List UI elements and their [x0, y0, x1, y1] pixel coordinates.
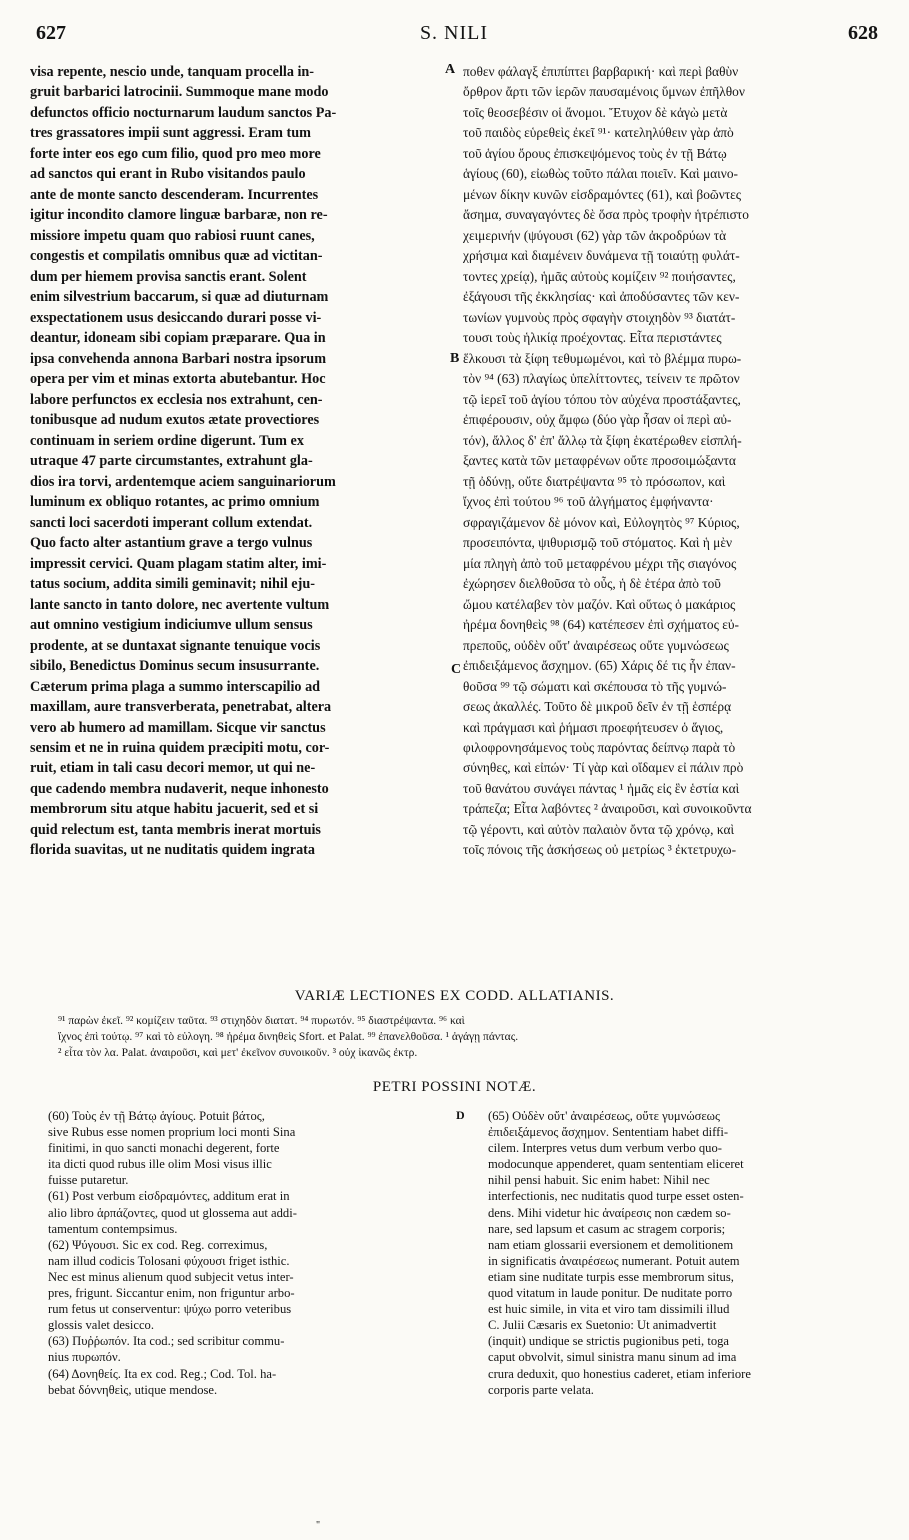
greek-line: τῷ ἱερεῖ τοῦ ἁγίου τόπου τὸν αὐχένα προστάξαντες, [463, 391, 741, 407]
latin-line: enim silvestrium baccarum, si quæ ad diuturnam [30, 289, 329, 306]
greek-line: ξαντες κατὰ τῶν μεταφρένων οὔτε προσοιμώξαντα [463, 453, 736, 469]
note-line: (63) Πυῤῥωπόν. Ita cod.; sed scribitur commu- [48, 1334, 285, 1349]
greek-line: τωνίων γυμνοὺς πρὸς σφαγὴν στοιχηδὸν ⁹³ διατάτ- [463, 309, 736, 325]
latin-line: maxillam, aure transverberata, penetrabat, altera [30, 699, 332, 716]
latin-line: igitur incondito clamore linguæ barbaræ, non re- [30, 207, 328, 224]
latin-line: ipsa convehenda annona Barbari nostra ipsorum [30, 350, 327, 367]
latin-line: lante sancto in tanto dolore, nec avertente vultum [30, 596, 330, 613]
latin-line: sancti loci sacerdoti imperant collum extendat. [30, 514, 313, 531]
margin-marker-d: D [456, 1108, 465, 1122]
note-line: Nec est minus alienum quod subjecit vetus inter- [48, 1269, 294, 1284]
greek-line: θοῦσα ⁹⁹ τῷ σώματι καὶ σκέπουσα τὸ τῆς γυμνώ- [463, 678, 727, 694]
latin-line: florida suavitas, ut ne nuditatis quidem ingrata [30, 842, 315, 859]
variant-reading-line: ⁹¹ παρὼν ἐκεῖ. ⁹² κομίζειν ταῦτα. ⁹³ στιχηδὸν διατατ. ⁹⁴ πυρωτόν. ⁹⁵ διαστρέψαντα. ⁹⁶ καὶ [58, 1015, 465, 1027]
greek-line: ἁγίους (60), εἰωθὼς τοῦτο πάλαι ποιεῖν. Καὶ μαινο- [463, 166, 738, 182]
latin-line: deantur, idoneam sibi copiam præparare. Qua in [30, 330, 326, 347]
greek-line: σφραγιζάμενον δὲ μόνον καὶ, Εὐλογητὸς ⁹⁷ Κύριος, [463, 514, 740, 530]
greek-line: ὄρθρον ἄρτι τῶν ἱερῶν παυσαμένοις ὕμνων ἐπῆλθον [463, 84, 745, 100]
latin-line: impressit cervici. Quam plagam statim alter, imi- [30, 555, 327, 572]
greek-line: ποθεν φάλαγξ ἐπιπίπτει βαρβαρική· καὶ περὶ βαθὺν [463, 64, 739, 79]
greek-line: ἐπιδειξάμενος ἄσχημον. (65) Χάρις δέ τις ἦν ἐπαν- [463, 658, 736, 674]
greek-line: τόν), ἄλλος δ' ἐπ' ἄλλῳ τὰ ξίφη ἑκατέρωθεν εἰσπλή- [463, 432, 742, 448]
notes-left-column [48, 1108, 458, 1398]
note-line: finitimi, in quo sancti monachi degerent, forte [48, 1141, 280, 1156]
greek-line: ἐχώρησεν διελθοῦσα τὸ οὖς, ἡ δὲ ἑτέρα ἀπὸ τοῦ [463, 576, 721, 592]
latin-line: tres grassatores impii sunt aggressi. Eram tum [30, 125, 311, 142]
latin-line: labore perfunctos ex ecclesia nos extrahunt, cen- [30, 391, 323, 408]
variant-reading-line: ἴχνος ἐπὶ τούτῳ. ⁹⁷ καὶ τὸ εὐλογη. ⁹⁸ ἠρέμα δινηθεὶς Sfort. et Palat. ⁹⁹ ἐπανελθοῦσα. ¹ ἀγάγῃ πάντας. [58, 1031, 519, 1043]
greek-line: τῇ ὀδύνῃ, οὔτε διατρέψαντα ⁹⁵ τὸ πρόσωπον, καὶ [463, 473, 726, 489]
right-page-number: 628 [848, 22, 878, 44]
latin-line: tonibusque ad nudum exutos ætate provectiores [30, 412, 320, 429]
left-page-number: 627 [36, 22, 66, 44]
note-line: pres, frigunt. Siccantur enim, non friguntur arbo- [48, 1286, 295, 1301]
greek-line: πρεποῦς, οὐδὲν οὔτ' ἀναιρέσεως οὔτε γυμνώσεως [463, 637, 729, 653]
latin-line: forte inter eos ego cum filio, quod pro meo more [30, 145, 321, 162]
greek-line: τοῦ παιδὸς εὑρεθεὶς ἐκεῖ ⁹¹· κατεληλύθειν γὰρ ἀπὸ [463, 125, 734, 141]
note-line: caput obvolvit, simul sinistra manu sinum ad ima [488, 1350, 737, 1365]
greek-line: μένων δίκην κυνῶν εἰσδραμόντες (61), καὶ βοῶντες [463, 186, 742, 202]
note-line: (inquit) undique se strictis pugionibus peti, toga [488, 1334, 730, 1349]
greek-line: προσειπόντα, ψιθυρισμῷ τοῦ στόματος. Καὶ ἡ μὲν [463, 535, 733, 551]
latin-line: ante de monte sancto descenderam. Incurrentes [30, 186, 319, 203]
running-title: S. NILI [419, 22, 489, 44]
note-line: est huic simile, in vita et viro tam dissimili illud [488, 1302, 730, 1317]
greek-line: τουσι τοὺς ἡλικίᾳ προέχοντας. Εἶτα περιστάντες [463, 330, 722, 346]
note-line: nare, sed lapsum et casum ac stragem corporis; [488, 1221, 726, 1236]
note-line: alio libro ἁρπάζοντες, quod ut glossema aut addi- [48, 1205, 297, 1220]
greek-line: τοῦ θανάτου συνάγει πάντας ¹ ἡμᾶς εἰς ἓν ἑστία καὶ [463, 780, 740, 796]
latin-line: membrorum situ atque habitu jacuerit, sed et si [30, 801, 319, 818]
latin-line: Cæterum prima plaga a summo interscapilio ad [30, 678, 321, 695]
note-line: sive Rubus esse nomen proprium loci monti Sina [48, 1125, 296, 1140]
note-line: modocunque appenderet, quam sententiam eliceret [488, 1157, 744, 1172]
greek-line: χρήσιμα καὶ διαμένειν δυνάμενα τῇ τοιαύτῃ φυλάτ- [463, 248, 740, 264]
latin-line: visa repente, nescio unde, tanquam procella in- [30, 64, 315, 80]
latin-line: opera per vim et minas extorta abutebantur. Hoc [30, 371, 326, 388]
latin-line: dios ira torvi, ardentemque aciem sanguinariorum [30, 473, 336, 490]
variae-lectiones [58, 1013, 898, 1061]
greek-column [463, 62, 883, 861]
note-line: (65) Οὐδὲν οὔτ' ἀναιρέσεως, οὔτε γυμνώσεως [488, 1109, 720, 1123]
note-line: (62) Ψύγουσι. Sic ex cod. Reg. correximus, [48, 1237, 268, 1252]
latin-line: aut omnino vestigium indiciumve ullum sensus [30, 617, 313, 634]
variae-lectiones-title: VARIÆ LECTIONES EX CODD. ALLATIANIS. [294, 988, 615, 1004]
note-line: nius πυρωπόν. [48, 1350, 121, 1365]
latin-line: vero ab humero ad mamillam. Sicque vir sanctus [30, 719, 326, 736]
latin-line: quid relectum est, tanta membris inerat mortuis [30, 821, 321, 838]
note-line: C. Julii Cæsaris ex Suetonio: Ut animadvertit [488, 1318, 717, 1333]
greek-line: σύνηθες, καὶ εἰπών· Τί γὰρ καὶ οἴδαμεν εἰ πάλιν πρὸ [463, 760, 744, 776]
greek-line: σεως ἀκαλλές. Τοῦτο δὲ μικροῦ δεῖν ἐν τῇ ἑσπέρᾳ [463, 699, 732, 715]
greek-line: μία πληγὴ ἀπὸ τοῦ μεταφρένου μέχρι τῆς σιαγόνος [463, 555, 737, 571]
note-line: dens. Mihi videtur hic ἀναίρεσις non cædem so- [488, 1205, 731, 1220]
note-line: crura deduxit, quo honestius caderet, etiam inferiore [488, 1366, 751, 1381]
variant-reading-line: ² εἶτα τὸν λα. Palat. ἀναιροῦσι, καὶ μετ' ἐκεῖνον συνοικοῦν. ³ οὐχ ἱκανῶς ἐκτρ. [58, 1047, 418, 1059]
greek-line: ἄσημα, συναγαγόντες δὲ ὅσα πρὸς τροφὴν ἡτρέπιστο [463, 207, 749, 223]
latin-line: gruit barbarici latrocinii. Summoque mane modo [30, 84, 329, 101]
latin-line: defunctos officio nocturnarum laudum sanctos Pa- [30, 104, 337, 121]
margin-marker-a: A [445, 62, 456, 77]
notes-right-column [488, 1108, 893, 1398]
note-line: glossis valet desicco. [48, 1318, 154, 1333]
greek-line: καὶ πράγμασι καὶ ῥήμασι προεφήτευσεν ὁ ἅγιος, [463, 719, 724, 735]
greek-line: ἕλκουσι τὰ ξίφη τεθυμωμένοι, καὶ τὸ βλέμμα πυρω- [463, 350, 742, 366]
note-line: fuisse putaretur. [48, 1173, 129, 1188]
greek-line: ἴχνος ἐπὶ τούτου ⁹⁶ τοῦ ἀλγήματος ἐμφήναντα· [463, 494, 714, 510]
note-line: in significatis ἀναιρέσεως numerant. Potuit autem [488, 1253, 740, 1268]
note-line: ἐπιδειξάμενος ἄσχημον. Sententiam habet diffi- [488, 1125, 729, 1140]
greek-line: τοῖς πόνοις τῆς ἀσκήσεως οὐ μετρίως ³ ἐκτετρυχω- [463, 842, 737, 858]
latin-line: sibilo, Benedictus Dominus secum insusurrante. [30, 658, 320, 675]
greek-line: τοῖς θεοσεβέσιν οἱ ἄνομοι. Ἔτυχον δὲ κἀγὼ μετὰ [463, 104, 728, 120]
greek-line: ἐξάγουσι τῆς ἐκκλησίας· καὶ ἀποδύσαντες τῶν κεν- [463, 289, 740, 305]
note-line: nam etiam glossarii eversionem et demolitionem [488, 1237, 734, 1252]
latin-column [30, 62, 458, 861]
latin-line: luminum ex obliquo rotantes, ac primo omnium [30, 494, 320, 511]
notes-title: PETRI POSSINI NOTÆ. [372, 1079, 537, 1095]
greek-line: ὤμου κατέλαβεν τὸν μαζόν. Καὶ οὕτως ὁ μακάριος [463, 596, 736, 612]
greek-line: τοῦ ἁγίου ὄρους ἐπισκεψόμενος τοὺς ἐν τῇ Βάτῳ [463, 145, 727, 161]
margin-marker-b: B [450, 351, 460, 366]
note-line: corporis parte velata. [488, 1382, 594, 1397]
latin-line: missiore impetu quam quo rabiosi ruunt canes, [30, 227, 315, 244]
latin-line: sensim et ne in ruina quidem præcipiti motu, cor- [30, 739, 330, 756]
note-line: cilem. Interpres vetus dum verbum verbo quo- [488, 1141, 722, 1156]
greek-line: τράπεζα; Εἶτα λαβόντες ² ἀναιροῦσι, καὶ συνοικοῦντα [463, 801, 752, 817]
running-header [30, 22, 878, 52]
note-line: interfectionis, nec nuditatis quod turpe esset osten- [488, 1189, 744, 1204]
note-line: (60) Τοὺς ἐν τῇ Βάτῳ ἁγίους. Potuit βάτος, [48, 1109, 265, 1123]
note-line: nihil pensi habuit. Sic enim habet: Nihil nec [488, 1173, 710, 1188]
greek-line: φιλοφρονησάμενος τοὺς παρόντας δείπνῳ παρὰ τὸ [463, 739, 736, 755]
note-line: bebat δόννηθεὶς, utique mendose. [48, 1382, 218, 1397]
latin-line: utraque 47 parte circumstantes, extrahunt gla- [30, 453, 313, 470]
latin-line: que cadendo membra nudaverit, neque inhonesto [30, 780, 329, 797]
latin-line: continuam in seriem ordine digerunt. Tum ex [30, 432, 304, 449]
margin-marker-c: C [451, 662, 462, 677]
latin-line: tatus socium, addita simili geminavit; nihil eju- [30, 576, 315, 593]
note-line: (61) Post verbum εἰσδραμόντες, additum erat in [48, 1189, 290, 1204]
footer-mark: " [316, 1520, 321, 1531]
greek-line: χειμερινήν (ψύγουσι (62) γὰρ τῶν ἀκροδρύων τὰ [463, 227, 727, 243]
latin-line: congestis et compilatis omnibus quæ ad victitan- [30, 248, 323, 265]
latin-line: dum per hiemem provisa sanctis erant. Solent [30, 268, 307, 285]
greek-line: τὸν ⁹⁴ (63) πλαγίως ὑπελίττοντες, τείνειν τε πρῶτον [463, 371, 740, 387]
note-line: (64) Δονηθείς. Ita ex cod. Reg.; Cod. Tol. ha- [48, 1366, 277, 1381]
latin-line: Quo facto alter astantium grave a tergo vulnus [30, 535, 313, 552]
latin-line: exspectationem usus desiccando durari posse vi- [30, 309, 322, 326]
note-line: tamentum contempsimus. [48, 1221, 178, 1236]
greek-line: ἠρέμα δονηθεὶς ⁹⁸ (64) κατέπεσεν ἐπὶ σχήματος εὐ- [463, 617, 739, 633]
greek-line: ἐπιφέρουσιν, οὐχ ἄμφω (δύο γὰρ ἦσαν οἱ περὶ αὐ- [463, 412, 732, 428]
note-line: nam illud codicis Tolosani φύχουσι friget isthic. [48, 1253, 290, 1268]
note-line: rum fetus ut conserventur: ψύχω porro veteribus [48, 1302, 292, 1317]
note-line: ita dicti quod rubus ille olim Mosi visus illic [48, 1157, 272, 1172]
greek-line: τοντες χρείᾳ), ἡμᾶς αὐτοὺς κομίζειν ⁹² ποιήσαντες, [463, 268, 736, 284]
note-line: etiam sine nuditate turpis esse membrorum situs, [488, 1269, 734, 1284]
latin-line: ruit, etiam in tali casu decori memor, ut qui ne- [30, 760, 316, 777]
latin-line: prodente, at se duntaxat signante tenuique vocis [30, 637, 321, 654]
greek-line: τῷ γέροντι, καὶ αὐτὸν παλαιὸν ὄντα τῷ χρόνῳ, καὶ [463, 821, 735, 837]
note-line: quod vitatum in laude ponitur. De nuditate porro [488, 1286, 733, 1301]
latin-line: ad sanctos qui erant in Rubo visitandos paulo [30, 166, 306, 183]
